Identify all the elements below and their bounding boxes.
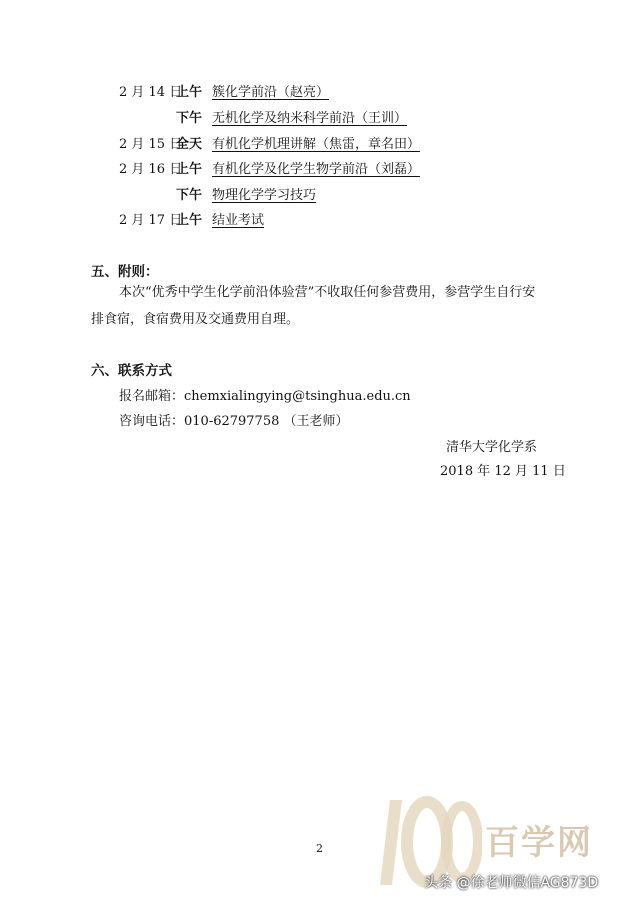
- section-heading: 五、附则：: [91, 264, 159, 280]
- watermark-text: 百学网: [485, 823, 593, 863]
- paragraph-line: 本次“优秀中学生化学前沿体验营”不收取任何参营费用，参营学生自行安: [119, 285, 536, 300]
- schedule-course: 物理化学学习技巧: [212, 188, 317, 203]
- page-number: 2: [316, 842, 323, 855]
- contact-email: 报名邮箱：chemxialingying@tsinghua.edu.cn: [119, 389, 411, 404]
- schedule-date: 2 月 16 日: [119, 162, 183, 177]
- schedule-course: 有机化学及化学生物学前沿（刘磊）: [212, 162, 421, 177]
- schedule-date: 2 月 14 日: [119, 85, 183, 100]
- schedule-slot: 下午: [176, 188, 203, 203]
- paragraph-line: 排食宿，食宿费用及交通费用自理。: [91, 312, 300, 327]
- schedule-slot: 全天: [176, 137, 203, 152]
- section-heading: 六、联系方式: [91, 363, 172, 379]
- schedule-course: 结业考试: [212, 213, 265, 228]
- signature-date: 2018 年 12 月 11 日: [440, 464, 566, 479]
- footer-tag: 头条 @徐老师微信AG873D: [424, 875, 599, 891]
- schedule-slot: 上午: [176, 162, 203, 177]
- schedule-date: 2 月 17 日: [119, 213, 183, 228]
- schedule-course: 簇化学前沿（赵亮）: [212, 85, 330, 100]
- schedule-course: 有机化学机理讲解（焦雷，章名田）: [212, 137, 421, 152]
- schedule-slot: 上午: [176, 213, 203, 228]
- contact-phone: 咨询电话：010-62797758 （王老师）: [119, 414, 349, 429]
- schedule-date: 2 月 15 日: [119, 137, 183, 152]
- schedule-slot: 上午: [176, 85, 203, 100]
- schedule-course: 无机化学及纳米科学前沿（王训）: [212, 111, 408, 126]
- signature-org: 清华大学化学系: [446, 440, 538, 455]
- schedule-slot: 下午: [176, 111, 203, 126]
